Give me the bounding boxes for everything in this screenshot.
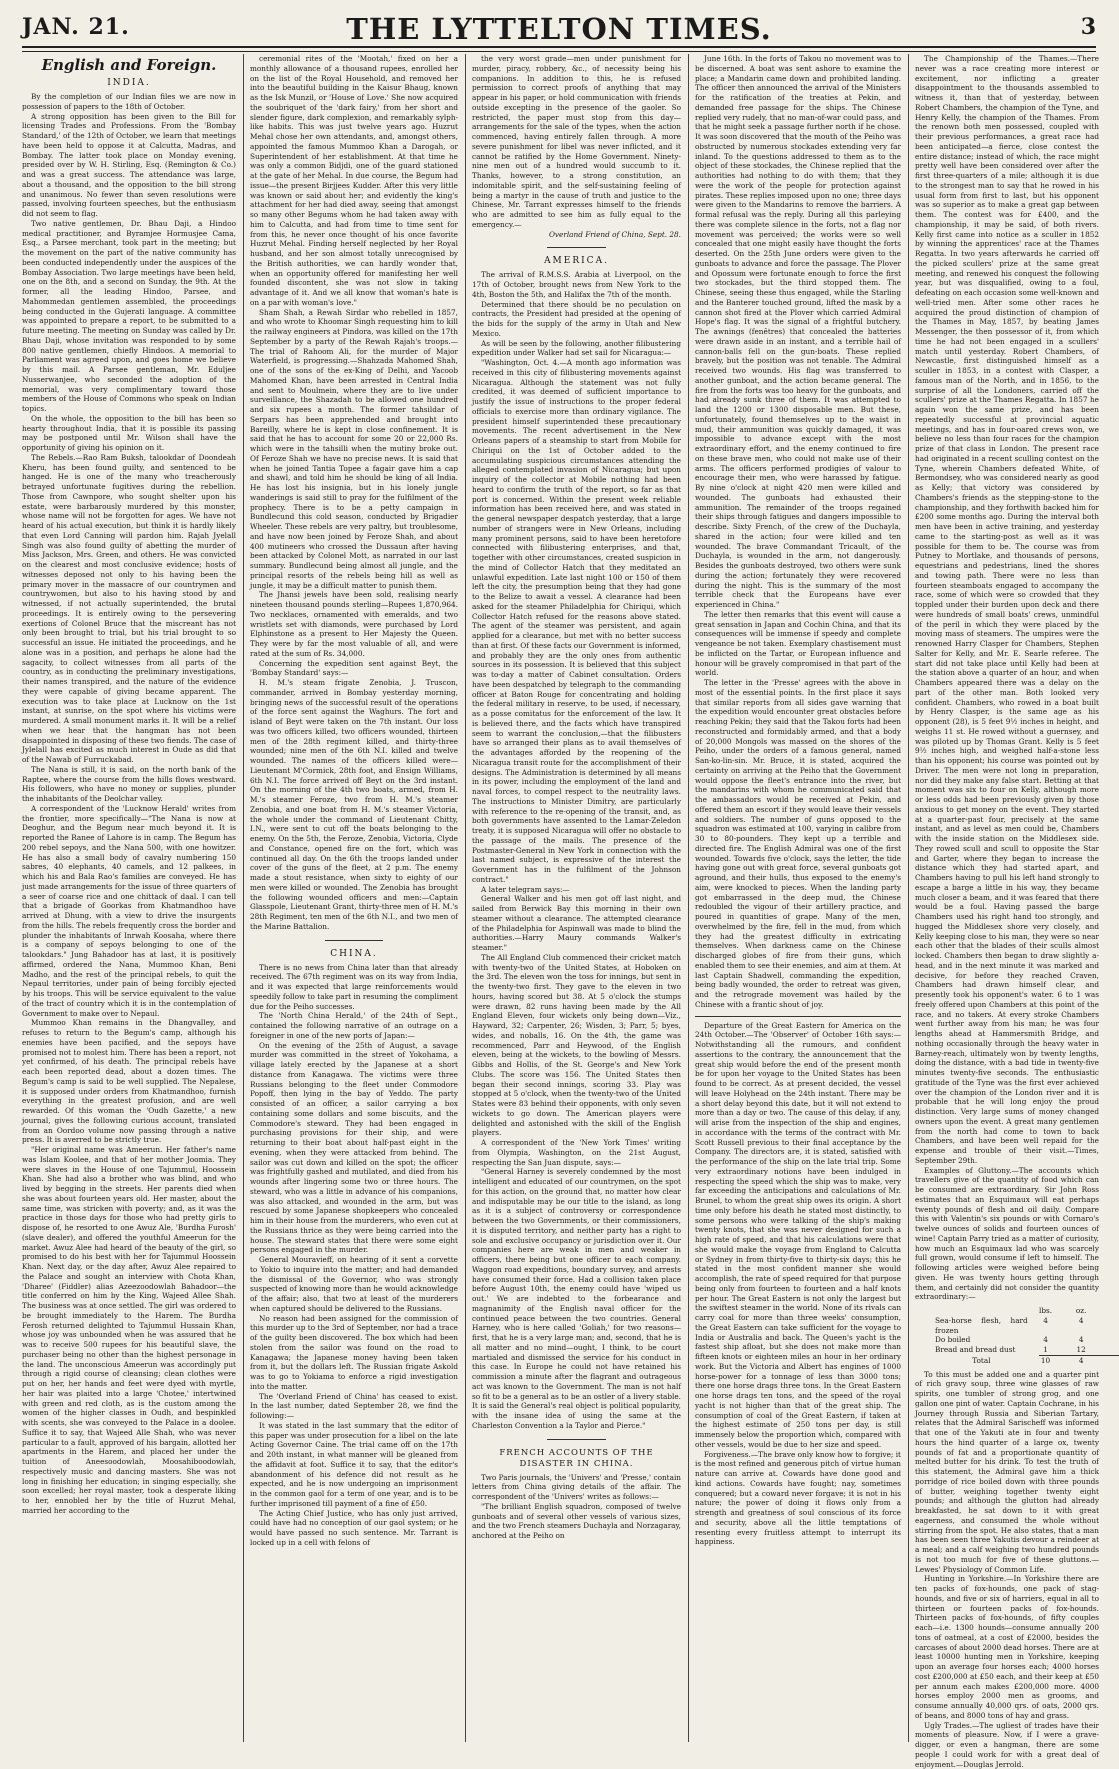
paragraph: A correspondent of the 'Lucknow Herald' writes from the frontier, more specifically—"The Nana is now at Deoghur, and the Begum near much beyond it. It is reported the Ranee of Lahore is in camp. The Begum has 200 rebel sepoys, and the Nana 500, with one howitzer. He has also a small body of cavalry numbering 150 sabres, 40 elephants, 40 camels, and 12 palkees, in which his and Bala Rao's families are conveyed. He has just made arrangements for the issue of three quarters of a seer of coarse rice and one chittack of daal. I can tell that a brigade of Goorkas from Khatmandhoo have arrived at Dhung, with a view to drive the insurgents from the hills. The rebels frequently cross the border and plunder the inhabitants of Inrwah Koosaha, where there is a company of sepoys belonging to one of the talookdars." Jung Bahadoor has at last, it is positively affirmed, ordered the Nana, Mummoo Khan, Beni Madho, and the rest of the principal rebels, to quit the Nepaul territories, under pain of being forcibly ejected by his troops. This will be service equivalent to the value of the tract of country which it is in the contemplation of Government to make over to Nepaul. bbox=[22, 804, 236, 1019]
paragraph: The letter in the 'Presse' agrees with the above in most of the essential points. In the first place it says that similar reports from all sides gave warning that the expedition would encounter great obstacles before reaching Pekin; they said that the Takou forts had been reconstructed and formidably armed, and that a body of 20,000 Mongols was massed on the shores of the Peiho, under the orders of a famous general, named San-ko-lin-sin. Mr. Bruce, it is stated, acquired the certainty on arriving at the Peiho that the Government would oppose the fleet's entrance into the river, but the mandarins with whom he communicated said that the ambassadors would be received at Pekin, and offered them an escort if they would leave their vessels and soldiers. The number of guns opposed to the squadron was estimated at 100, varying in calibre from 30 to 80-pounders. They kept up a terrible and directed fire. The English Admiral was one of the first wounded. Towards five o'clock, says the letter, the tide having gone out with great force, several gunboats got aground, and their hulls, thus exposed to the enemy's aim, were knocked to pieces. When the landing party got embarrassed in the deep mud, the Chinese redoubled the vigour of their artillery practice, and poured in quantities of grape. Many of the men, overwhelmed by the fire, fell in the mud, from which they had the greatest difficulty in extricating themselves. When darkness came on the Chinese discharged globes of fire from their guns, which enabled them to see their enemies, and aim at them. At last Captain Shadwell, commanding the expedition, being badly wounded, the order to retreat was given, and the retrograde movement was hailed by the Chinese with a frantic shout of joy. bbox=[695, 678, 901, 1010]
header-rule bbox=[22, 46, 1096, 52]
paragraph: The 'North China Herald,' of the 24th of Sept., contained the following narrative of an outrage on a foreigner in one of the new ports of Japan:— bbox=[250, 1011, 458, 1040]
paragraph: The 'Overland Friend of China' has ceased to exist. In the last number, dated September 28, we find the following:— bbox=[250, 1392, 458, 1421]
table-row: Do boiled 4 4 bbox=[935, 1335, 1099, 1345]
paragraph: H. M.'s steam frigate Zenobia, J. Truscon, commander, arrived in Bombay yesterday morning, bringing news of the successful result of the operations of the force sent against the Waghurs. The fort and island of Beyt were taken on the 7th instant. Our loss was two officers killed, two officers wounded, thirteen men of the 28th regiment killed, and thirty-three wounded; nine men of the 6th N.I. killed and twelve wounded. The names of the officers killed were—Lieutenant M'Cormick, 28th foot, and Ensign Williams, 6th N.I. The force arrived off Beyt on the 3rd instant. On the morning of the 4th two boats, armed, from H. M.'s steamer Feroze, two from H. M.'s steamer Zenobia, and one boat from H. M.'s steamer Victoria, the whole under the command of Lieutenant Chitty, I.N., were sent to cut off the boats belonging to the enemy. On the 5th, the Feroze, Zenobia, Victoria, Clyde and Constance, opened fire on the fort, which was continued all day. On the 6th the troops landed under cover of the guns of the fleet, at 2 p.m. The enemy made a stout resistance, when sixty to eighty of our men were killed or wounded. The Zenobia has brought the following wounded officers and men:—Captain Glasspole, Lieutenant Grant, thirty-three men of H. M.'s 28th Regiment, ten men of the 6th N.I., and two men of the Marine Battalion. bbox=[250, 678, 458, 932]
masthead bbox=[22, 10, 1096, 46]
paragraph: The Jhansi jewels have been sold, realising nearly nineteen thousand pounds sterling—Rupees 1,870,964. Two necklaces, ornamented with emeralds, and two wristlets set with diamonds, were purchased by Lord Elphinstone as a present to Her Majesty the Queen. They were by far the most valuable of all, and were rated at the sum of Rs. 34,000. bbox=[250, 590, 458, 658]
subheading-america: AMERICA. bbox=[472, 256, 681, 267]
subheading-india: INDIA. bbox=[22, 78, 236, 89]
paragraph: The letter then remarks that this event will cause a great sensation in Japan and Cochin China, and that its consequences will be immense if speedy and complete vengeance be not taken. Exemplary chastisement must be inflicted on the Tartar, or European influence and honour will be gravely compromised in that part of the world. bbox=[695, 610, 901, 678]
article-body bbox=[695, 54, 901, 1010]
subheading-french-accounts: FRENCH ACCOUNTS OF THE DISASTER IN CHINA. bbox=[472, 1448, 681, 1470]
paragraph: Two native gentlemen, Dr. Bhau Daji, a Hindoo medical practitioner, and Byramjee Hormusjee Cama, Esq., a Parsee merchant, took part in the meeting; but the movement on the part of the native community has been conducted independently under the auspices of the Bombay Association. Two large meetings have been held, one on the 8th, and a second on Sunday, the 9th. At the former, all the leading Hindoo, Parsee, and Mahommedan gentlemen assembled, the proceedings being conducted in the Gujerati language. A committee was appointed to prepare a report, to be submitted to a future meeting. The meeting on Sunday was called by Dr. Bhau Daji, whose invitation was responded to by some 800 native gentlemen, chiefly Hindoos. A memorial to Parliament was agreed upon, and goes home we believe by this mail. A Parsee gentleman, Mr. Eduljee Nusserwanjee, who seconded the adoption of the memorial, was very complimentary toward those members of the House of Commons who speak on Indian topics. bbox=[22, 219, 236, 414]
column-divider bbox=[688, 54, 689, 1742]
paragraph: The All England Club commenced their cricket match with twenty-two of the United States, at Hoboken on the 3rd. The eleven won the toss for innings, but sent in the twenty-two first. They gave to the eleven in two hours, having scored but 38. At 5 o'clock the stumps were drawn, 82 runs having been made by the All England Eleven, four wickets only being down—Viz., Hayward, 32; Carpenter, 26; Wisden, 3; Parr, 5; byes, wides, and noballs, 16. On the 4th, the game was recommenced, Parr and Heywood, of the English eleven, being at the wickets, to the bowling of Messrs. Gibbs and Hollis, of the St. George's and New York Clubs. The score was 156. The United States then began their second innings, scoring 33. Play was stopped at 5 o'clock, when the twenty-two of the United States were 83 behind their opponents, with only seven wickets to go down. The American players were delighted and astonished with the skill of the English players. bbox=[472, 953, 681, 1138]
paragraph: The arrival of R.M.S.S. Arabia at Liverpool, on the 17th of October, brought news from New York to the 4th, Boston the 5th, and Halifax the 7th of the month. bbox=[472, 270, 681, 299]
column-4 bbox=[695, 54, 901, 1744]
issue-date: JAN. 21. bbox=[22, 14, 130, 40]
paragraph: "General Harney is severely condemned by the most intelligent and educated of our countrymen, on the spot for this action, on the ground that, no matter how clear and indisputable may be our title to the island, as long as it is a subject of controversy or correspondence between the two Governments, or their commissioners, it is disputed territory, and neither party has a right to sole and exclusive occupancy or jurisdiction over it. Our companies here are weak in men and weaker in officers, there being but one officer to each company. Waggon road expeditions, boundary survey, and arrests have consumed their force. Had a collision taken place before August 10th, the enemy could have 'wiped us out.' We are indebted to the forbearance and magnanimity of the English naval officer for the continued peace between the two countries. General Harney, who is here called 'Goliah,' for two reasons—first, that he is a very large man; and, second, that he is all matter and no mind—ought, I think, to be court martialed and dismissed the service for his conduct in this case. In Europe he could not have retained his commission a minute after the flagrant and outrageous act was known to the Government. The man is not half so fit to be a general as to be an ostler of a livery stable. It is said the General's real object is political popularity, with the insane idea of using the same at the Charleston Convention a la Taylor and Pierce." bbox=[472, 1167, 681, 1430]
paragraph: Examples of Gluttony.—The accounts which travellers give of the quantity of food which can be consumed are extraordinary. Sir John Ross estimates that an Esquimaux will eat perhaps twenty pounds of flesh and oil daily. Compare this with Valentin's six pounds or with Cornaro's twelve ounces of solids and fourteen ounces of wine! Captain Parry tried as a matter of curiosity, how much an Esquimaux lad who was scarcely full grown, would consume if left to himself. The following articles were weighed before being given. He was twenty hours getting through them, and certainly did not consider the quantity extraordinary:— bbox=[915, 1166, 1099, 1303]
column-divider bbox=[243, 54, 244, 1742]
article-body bbox=[250, 963, 458, 1548]
column-3 bbox=[472, 54, 681, 1744]
paragraph: Departure of the Great Eastern for America on the 24th October.—The 'Observer' of October 16th says:—Notwithstanding all the rumours, and confident assertions to the contrary, the announcement that the great ship would before the end of the present month be for upon her voyage to the United States has been found to be correct. As at present decided, the vessel will leave Holyhead on the 24th instant. There may be a short delay beyond this date, but it will not extend to more than a day or two. The cause of this delay, if any, will arise from the inspection of the ship and engines, in accordance with the terms of the contract with Mr. Scott Russell previous to their final acceptance by the Company. The directors are, it is stated, satisfied with the performance of the ship on the late trial trip. Some very extraordinary notions have been indulged in respecting the speed which the ship was to make, very far exceeding the anticipations and calculations of Mr. Brunel, to whom the great ship owes its origin. A short time only before his death he stated most distinctly, to some persons who were talking of the ship's making twenty knots, that she was never designed for such a high rate of speed, and that his calculations were that she would make the voyage from England to Calcutta or Sydney in from thirty-five to thirty-six days; this he stated in the most confident manner she would accomplish, the rate of speed required for that purpose being only from fourteen to fourteen and a half knots per hour. The Great Eastern is not only the largest but the swiftest steamer in the world. None of its rivals can carry coal for more than three weeks' consumption, the Great Eastern can take sufficient for the voyage to India or Australia and back. The Queen's yacht is the fastest ship afloat, but she does not make more than fifteen knots or eighteen miles an hour in her ordinary work. But the Victoria and Albert has engines of 1000 horse-power for a tonnage of less than 3000 tons; there one horse drags three tons. In the Great Eastern one horse drags ten tons, and the speed of the royal yacht is not higher than that of the great ship. The consumption of coal of the Great Eastern, if taken at the highest estimate of 250 tons per day, is still immensely below the proportion which, compared with other vessels, would be due to her size and speed. bbox=[695, 1021, 901, 1450]
column-1 bbox=[22, 54, 236, 1744]
paragraph: Two Paris journals, the 'Univers' and 'Presse,' contain letters from China giving details of the affair. The correspondent of the 'Univers' writes as follows:— bbox=[472, 1473, 681, 1502]
separator-rule bbox=[547, 247, 606, 248]
table-row: Bread and bread dust 1 12 bbox=[935, 1345, 1099, 1355]
article-body bbox=[472, 270, 681, 1430]
paragraph: Concerning the expedition sent against Beyt, the 'Bombay Standard' says:— bbox=[250, 659, 458, 679]
article-body bbox=[472, 1473, 681, 1541]
paragraph: ceremonial rites of the 'Mootah,' fixed on her a monthly allowance of a thousand rupees, enrolled her on the list of the Royal Household, and removed her into the beautiful building in the Kaisur Bhaug, known as the Isk Munzil, or 'House of Love.' She now acquired the soubriquet of the 'dark fairy,' from her short and slender figure, dark complexion, and remarkably sylph-like habits. This was just twelve years ago. Huzrut Mehal chose her own attendants, and, amongst others, appointed the famous Mummoo Khan a Darogah, or Superintendent of her establishment. At that time he was only a common Bidjdi, one of the guard stationed at the gate of her Mehal. In due course, the Begum had issue—the present Birjjees Kudder. After this very little was known or said about her; and evidently the king's attachment for her had died away, seeing that amongst so many other Begums whom he had taken away with him to Calcutta, and had from time to time sent for from this, he never once thought of his once favorite Huzrut Mehal. Finding herself neglected by her Royal husband, and her son almost totally unrecognised by the British authorities, we can hardly wonder that, when an opportunity offered for manifesting her well founded discontent, she was not slow in taking advantage of it. And we all know that woman's hate is on a par with woman's love." bbox=[250, 54, 458, 308]
paragraph: General Mouravieff, on hearing of it sent a corvette to Yokio to inquire into the matter; and had demanded the dismissal of the Governor, who was strongly suspected of knowing more than he would acknowledge of the affair; also, that two at least of the murderers when captured should be delivered to the Russians. bbox=[250, 1255, 458, 1314]
paragraph: There is no news from China later than that already received. The 67th regiment was on its way from India, and it was expected that large reinforcements would speedily follow to take part in resuming the compliment due for the Peiho successes. bbox=[250, 963, 458, 1012]
paragraph: Ugly Trades.—The ugliest of trades have their moments of pleasure. Now, if I were a grave-digger, or even a hangman, there are some people I could work for with a great deal of enjoyment.—Douglas Jerrold. bbox=[915, 1721, 1099, 1769]
article-source: Overland Friend of China, Sept. 28. bbox=[472, 230, 681, 240]
paragraph: June 16th. In the forts of Takou no movement was to be discerned. A boat was sent ashore to examine the place; a Mandarin came down and prohibited landing. The officer then announced the arrival of the Ministers for the ratification of the treaties at Pekin, and demanded free passage for the ships. The Chinese replied very rudely, that no man-of-war could pass, and that he might seek a passage further north if he chose. It was soon discovered that the mouth of the Peiho was obstructed by numerous stockades extending very far inland. To the questions addressed to them as to the object of these stockades, the Chinese replied that the authorities had nothing to do with them; that they were the work of the people for protection against pirates. These replies imposed upon no one; three days were given to the Mandarins to remove the barriers. A formal refusal was the reply. During all this parleying there was complete silence in the forts, not a flag nor movement was perceived; the works were so well concealed that one might easily have thought the forts deserted. On the 25th June orders were given to the gunboats to advance and force the passage. The Plover and Opossum were fortunate enough to force the first two stockades, but the third stopped them. The Chinese, seeing these thus engaged, while the Starling and the Banterer touched ground, lifted the mask by a cannon shot fired at the Plover which carried Admiral Hope's flag. It was the signal of a frightful butchery. The awnings (fenêtres) that concealed the batteries were drawn aside in an instant, and a terrible hail of cannon-balls fell on the gun-boats. These replied bravely, but the position was not tenable. The Admiral received two wounds. His flag was transferred to another gunboat, and the action became general. The fire from the forts was too heavy for the gunboats, and had already sunk three of them. It was attempted to land the 1200 or 1300 disposable men. But these, unfortunately, found themselves up to the waist in mud, their ammunition was quickly damaged, it was impossible to advance except with the most extraordinary effort, and the enemy continued to fire on these brave men, who could not make use of their arms. The officers performed prodigies of valour to encourage their men, who were harassed by fatigue. By nine o'clock at night 420 men were killed and wounded. The gunboats had exhausted their ammunition. The remainder of the troops regained their ships through fatigues and dangers impossible to describe. Sixty French, of the crew of the Duchayla, shared in the action; four were killed and ten wounded. The brave Commandant Tricault, of the Duchayla, is wounded in the arm, not dangerously. Besides the gunboats destroyed, two others were sunk during the action; fortunately they were recovered during the night. This is the summary of the most terrible check that the Europeans have ever experienced in China." bbox=[695, 54, 901, 610]
article-body bbox=[915, 1370, 1099, 1769]
paragraph: It was stated in the last summary that the editor of this paper was under prosecution for a libel on the late Acting Governor Caine. The trial came off on the 17th and 20th instant, in what manner will be gleaned from the affidavit at foot. Suffice it to say, that the editor's abandonment of his defence did not result as he expected, and he is now undergoing an imprisonment in the common gaol for a term of one year, and is to be further imprisoned till payment of a fine of £50. bbox=[250, 1421, 458, 1509]
article-body bbox=[695, 1021, 901, 1548]
column-divider bbox=[465, 54, 466, 1742]
paragraph: The Rebels.—Rao Ram Buksh, talookdar of Doondeah Kheru, has been found guilty, and sentenced to be hanged. He is one of the many who treacherously betrayed unfortunate fugitives during the rebellion. Those from Cawnpore, who sought shelter upon his estate, were barbarously murdered by this monster, whose name will not be forgotten for ages. We have not heard of his actual execution, but think it is hardly likely that even Lord Canning will pardon him. Rajah Jyelall Singh was also found guilty of abetting the murder of Miss Jackson, Mrs. Green, and others. He was convicted on the clearest and most conclusive evidence; hosts of witnesses deposed not only to his having been the primary mover in the massacre of our countrymen and countrywomen, but also to his having stood by and witnessed, if not actually superintended, the brutal proceedings. It is entirely owing to the persevering exertions of Colonel Bruce that the miscreant has not only been brought to trial, but his trial brought to so successful an issue. He initiated the proceedings, and he alone was in a position, and perhaps he alone had the sagacity, to collect witnesses from all parts of the country, as in conducting the preliminary investigations, their names transpired, and the nature of the evidence they were capable of giving became apparent. The execution was to take place at Lucknow on the 1st instant, at sunrise, on the spot where his victims were murdered. A small monument marks it. It will be a relief when we hear that the hangman has not been disappointed in disposing of these two fiends. The case of Jylelall has excited as much interest in Oude as did that of the Nawab of Furruckabad. bbox=[22, 453, 236, 765]
article-body bbox=[250, 54, 458, 932]
article-body bbox=[472, 54, 681, 230]
paragraph: Hunting in Yorkshire.—In Yorkshire there are ten packs of fox-hounds, one pack of stag-hounds, and five or six of harriers, equal in all to thirteen or fourteen packs of fox-hounds. Thirteen packs of fox-hounds, of fifty couples each—i.e. 1300 hounds—consume annually 200 tons of oatmeal, at a cost of £2000, besides the carcases of about 2000 dead horses. There are at least 10000 hunting men in Yorkshire, keeping upon an average four horses each; 4000 horses cost £200,000 at £50 each, and their keep at £50 per annum each makes £200,000 more. 4000 horses employ 2000 men as grooms, and consume annually 40,000 qrs. of oats, 2000 qrs. of beans, and 8000 tons of hay and grass. bbox=[915, 1574, 1099, 1720]
table-total-row: Total 10 4 bbox=[935, 1356, 1099, 1366]
section-heading: English and Foreign. bbox=[22, 56, 236, 74]
paragraph: "Washington, Oct. 4.—A month ago information was received in this city of filibustering movements against Nicaragua. Although the statement was not fully credited, it was deemed of sufficient importance to justify the issue of instructions to the proper federal officials to exercise more than ordinary vigilance. The president himself superintended these precautionary movements. The recent advertisement in the New Orleans papers of a steamship to start from Mobile for Chiriqui on the 1st of October added to the accumulating suspicious circumstances attending the alleged contemplated invasion of Nicaragua; but upon inquiry of the collector at Mobile nothing had been heard to confirm the truth of the report, so far as that port is concerned. Within the present week reliable information has been received here, and was stated in the general newspaper despatch yesterday, that a large number of strangers were in New Orleans, including many prominent persons, said to have been heretofore connected with filibustering enterprises, and that, together with other circumstances, created suspicion in the mind of Collector Hatch that they meditated an unlawful expedition. Late last night 100 or 150 of them left the city, the presumption being that they had gone to the Belize to await a vessel. A clearance had been asked for the steamer Philadelphia for Chiriqui, which Collector Hatch refused for the reasons above stated. The agent of the steamer was persistent, and again applied for a clearance, but met with no better success than at first. Of these facts our Government is informed, and probably they are the only ones from authentic sources in its possession. It is believed that this subject was to-day a matter of Cabinet consultation. Orders have been despatched by telegraph to the commanding officer at Baton Rouge for concentrating and holding the federal military in reserve, to be used, if necessary, as a posse comitatus for the enforcement of the law. It is believed there, and the facts which have transpired seem to warrant the conclusion,—that the filibusters have so arranged their plans as to avail themselves of the advantages afforded by the reopening of the Nicaragua transit route for the accomplishment of their designs. The Administration is determined by all means in its power, including the employment of the land and naval forces, to compel respect to the neutrality laws. The instructions to Minister Dimitry, are particularly with reference to the re-opening of the transit, and, as both governments have assented to the Lamar-Zeledon treaty, it is supposed Nicaragua will offer no obstacle to the passage of the mails. The presence of the Postmaster-General in New York in connection with the last named subject, is expressive of the interest the Government has in the fulfilment of the Johnson contract." bbox=[472, 358, 681, 885]
paragraph: On the evening of the 25th of August, a savage murder was committed in the street of Yokohama, a village lately erected by the Japanese at a short distance from Kanagawa. The victims were three Russians belonging to the fleet under Commodore Popoff, then lying in the bay of Yeddo. The party consisted of an officer, a sailor carrying a box containing some dollars and some biscuits, and the Commodore's steward. They had been engaged in purchasing provisions for their ship, and were returning to their boat about half-past eight in the evening, when they were attacked from behind. The sailor was cut down and killed on the spot; the officer was frightfully gashed and mutilated, and died from his wounds after lingering some two or three hours. The steward, who was a little in advance of his companions, was also attacked, and wounded in the arm, but was rescued by some Japanese shopkeepers who concealed him in their house from the murderers, who even cut at the Russians thrice as they were being carried into the house. The steward states that there were some eight persons engaged in the murder. bbox=[250, 1041, 458, 1256]
separator-rule bbox=[547, 1439, 606, 1440]
paragraph: Sham Shah, a Rewah Sirdar who rebelled in 1857, and who wrote to Khoomar Singh requesting him to kill the railway engineers at Pindora, was killed on the 17th September by a party of the Rewah Rajah's troops.—The trial of Rahoom Ali, for the murder of Major Waterfield, is progressing.—Shahzada Mahomed Shah, one of the sons of the ex-King of Delhi, and Yacoob Mahomed Khan, have been arrested in Central India and sent to Moulmein, where they are to live under surveillance, the Shazadah to be allowed one hundred and six rupees a month. The former tahsildar of Serpars has been apprehended and brought into Bareilly, where he is kept in close confinement. It is said that he has to account for some 20 or 22,000 Rs. which were in the tahsilli when the mutiny broke out. Of Feroze Shah we have no precise news. It is said that when he joined Tantia Topee a fagair gave him a cap and shawl, and told him he should be king of all India. He has lost his insignia, but in his lonely jungle wanderings is said still to pray for the fulfilment of the prophecy. There is to be a petty campaign in Bundlecund this cold season, conducted by Brigadier Wheeler. These rebels are very paltry, but troublesome, and have now been joined by Feroze Shah, and about 400 mutineers who crossed the Dussaun after having been attacked by Colonel Mott, as narrated in our last summary. Bundlecund being almost all jungle, and the principal resorts of the rebels being hill as well as jungle, it may be a difficult matter to punish them. bbox=[250, 308, 458, 591]
column-divider bbox=[908, 54, 909, 1742]
paragraph: Mummoo Khan remains in the Dhangvalley, and refuses to return to the Begum's camp, although his enemies have been pacified, and the sepoys have promised not to molest him. There has been a report, not yet confirmed, of his death. The principal rebels have each been reported dead, about a dozen times. The Begum's camp is said to be well supplied. The Nepalese, it is supposed under orders from Khatmandhoo, furnish everything in the greatest profusion, and are well rewarded. Of this woman the 'Oudh Gazette,' a new journal, gives the following curious account, translated from an Oordoo volume now passing through a native press. It is averred to be strictly true. bbox=[22, 1018, 236, 1145]
page-number: 3 bbox=[1081, 14, 1096, 40]
paragraph: The Championship of the Thames.—There never was a race creating more interest or excitement, nor inflicting a greater disappointment to the thousands assembled to witness it, than that of yesterday, between Robert Chambers, the champion of the Tyne, and Henry Kelly, the champion of the Thames. From the renown both men possessed, coupled with their previous performances, a great race had been anticipated—a fierce, close contest the entire distance; instead of which, the race might pretty well have been considered over after the first three-quarters of a mile; although it is due to the strongest man to say that he rowed in his usual form from first to last, but his opponent was so superior as to make a great gap between them. The contest was for £400, and the championship, it may be said, of both rivers. Kelly first came into notice as a sculler in 1852 by winning the apprentices' race at the Thames Regatta. In two years afterwards he carried off the picked scullers' prize at the same great meeting, and renewed his conquest the following year, but was disqualified, owing to a foul, defeating on each occasion some well-known and well-tried men. After some other races he acquired the proud distinction of champion of the Thames in May, 1857, by beating James Messenger, the then possessor of it, from which time he had not been engaged in a scullers' match until yesterday. Robert Chambers, of Newcastle, first distinguished himself as a sculler in 1853, in a contest with Clasper, a famous man of the North, and in 1856, to the surprise of all the Londoners, carried off the scullers' prize at the Thames Regatta. In 1857 he again won the same prize, and has been repeatedly successful at provincial aquatic meetings, and has in four-oared crews won, we believe no less than four races for the champion prize of that class in London. The present race had originated in a recent sculling contest on the Tyne, wherein Chambers defeated White, of Bermondsey, who was considered nearly as good as Kelly; that victory was considered by Chambers's friends as the stepping-stone to the championship, and they forthwith backed him for £200 some months ago. During the interval both men have been in active training, and yesterday came to the starting-post as well as it was possible for them to be. The course was from Putney to Mortlake, and thousands of persons, equestrians and pedestrians, lined the shores and towing path. There were no less than fourteen steamboats engaged to accompany the race, some of which were so crowded that they toppled under their burden upon deck and there were hundreds of small boats' crews, unmindful of the peril in which they were placed by the moving mass of steamers. The umpires were the renowned Harry Clasper for Chambers, Stephen Salter for Kelly, and Mr. E. Searle referee. The start did not take place until Kelly had been at the station above a quarter of an hour, and when Chambers appeared there was a delay on the part of the other man. Both looked very confident. Chambers, who rowed in a boat built by Henry Clasper, is the same age as his opponent (28), is 5 feet 9½ inches in height, and weighs 11 st. He rowed without a guernsey, and was piloted up by Thomas Grant. Kelly is 5 feet 9½ inches high, and weighed half-a-stone less than his opponent; his course was pointed out by Driver. The men were not long in preparation, nor did they make any false start. Betting at that moment was six to four on Kelly, although more or less odds had been previously given by those anxious to get money on the event. They started at a quarter-past four, precisely at the same instant, and as level as men could be, Chambers with the inside station on the Middlesex side. They rowed scull and scull to opposite the Star and Garter, where they began to increase the distance which they had started apart, and Chambers having to pull his left hand strongly to escape a barge a little in his way, they became much closer a beam, and it was feared that there would be a foul. Having passed the barge Chambers used his right hand too strongly, and hugged the Middlesex shore very closely, and Kelly keeping close to his man, they were so near each other that the blades of their sculls almost locked. Chambers then began to draw slightly a-head, and in the next minute it was marked and decisive, for before they reached Craven, Chambers had drawn himself clear, and presently took his opponent's water. 6 to 1 was freely offered upon Chambers at this point of the race, and no takers. At every stroke Chambers went further away from his man; he was four lengths ahead at Hammersmith Bridge, and nothing occasionally through the heavy water in Barney-reach, ultimately won by twenty lengths, doing the distance, with a bad tide in twenty-five minutes twenty-five seconds. The enthusiastic gratitude of the Tyne was the first ever achieved over the champion of the London river and it is probable that he will long enjoy the proud distinction. Very large sums of money changed owners upon the event. A great many gentlemen from the north had come to town to back Chambers, and have been well repaid for the expense and trouble of their visit.—Times, September 29th. bbox=[915, 54, 1099, 1166]
paragraph: No reason had been assigned for the commission of this murder up to the 3rd of September, nor had a trace of the guilty been discovered. The box which had been stolen from the sailor was found on the road to Kanagawa; the Japanese money having been taken from it, but the dollars left. The Russian frigate Askold was to go to Yokiama to enforce a rigid investigation into the matter. bbox=[250, 1314, 458, 1392]
paragraph: To this must be added one and a quarter pint of rich gravy soup, three wine glasses of raw spirits, one tumbler of strong grog, and one gallon one pint of water. Captain Cochrane, in his Journey through Russia and Siberian Tartary, relates that the Admiral Sarischeff was informed that one of the Yakuti ate in four and twenty hours the hind quarter of a large ox, twenty pounds of fat and a proportionate quantity of melted butter for his drink. To test the truth of this statement, the Admiral gave him a thick porridge of rice boiled down with three pounds of butter, weighing together twenty eight pounds; and although the glutton had already breakfasted, he sat down to it with great eagerness, and consumed the whole without stirring from the spot. He also states, that a man has been seen three Yakutis devour a reindeer at a meal; and a calf weighing two hundred pounds is not too much for five of these gluttons.—Lewes' Physiology of Common Life. bbox=[915, 1370, 1099, 1575]
paragraph: "Her original name was Ameerun. Her father's name was Islam Koolee, and that of her mother Joomia. They were slaves in the House of one Tajummul, Hoossein Khan. She had also a brother who was blind, and who lived by begging in the streets. Her parents died when she was about fourteen years old. Her master, about the same time, was stricken with poverty; and, as it was the practice in those days for those who had pretty girls to dispose of, he resorted to one Awuz Ale, 'Burdha Furosh' (slave dealer), and offered the youthful Ameerun for the market. Awuz Alee had heard of the beauty of the girl, so promised to do his best with her for Tajummul Hoossein Khan. Next day, or the day after, Awuz Alee repaired to the Palace and sought an interview with Chota Khan, 'Dharee' (Fiddler) alias Azeezoodowlah Bahadoor—the title conferred on him by the King, Wajeed Allee Shah. The business was at once settled. The girl was ordered to be brought immediately to the Harem. The Burdha Ferosh returned delighted to Tajummul Hussain Khan, whose joy was unbounded when he was assured that he was to receive 500 rupees for his beautiful slave, the purchaser being no other than the highest personage in the land. The unconscious Ameerun was accordingly put through a rigid course of cleansing; clean clothes were put on her, her hands and feet were dyed with myrtle, her hair was plaited into a large 'Chotee,' intertwined with green and red cloth, as is the custom among the women of the higher classes in Oudh, and bespinkled with scents, she was conveyed to the Palace in a doolee. Suffice it to say, that Wajeed Alle Shah, who was never particular to a fault, approved of his bargain, allotted her apartments in the Harem, and placed her under the tuition of Aneesoodowlah, Moosahiboodowlah, respectively music and dancing masters. She was not long in finishing her education; in singing especially, she soon excelled; her royal master, took a desperate liking to her, ennobled her by the title of Huzrut Mehal, married her according to the bbox=[22, 1145, 236, 1516]
paragraph: By the completion of our Indian files we are now in possession of papers to the 18th of October. bbox=[22, 92, 236, 112]
paragraph: As will be seen by the following, another filibustering expedition under Walker had set sail for Nicaragua:— bbox=[472, 339, 681, 359]
table-header: lbs. oz. bbox=[935, 1306, 1099, 1316]
paragraph: General Walker and his men got off last night, and sailed from Berwick Bay this morning in their own steamer without a clearance. The attempted clearance of the Philadelphia for Aspinwall was made to blind the authorities.—Harry Maury commands Walker's steamer." bbox=[472, 894, 681, 953]
article-body bbox=[22, 92, 236, 1516]
paragraph: The Acting Chief Justice, who has only just arrived, could have had no conception of our gaol system; or he would have passed no such sentence. Mr. Tarrant is locked up in a cell with felons of bbox=[250, 1509, 458, 1548]
table-row: Sea-horse flesh, hard frozen 4 4 bbox=[935, 1316, 1099, 1336]
separator-rule bbox=[695, 1016, 901, 1017]
paragraph: A later telegram says:— bbox=[472, 885, 681, 895]
paragraph: A strong opposition has been given to the Bill for licensing Trades and Professions. From the 'Bombay Standard,' of the 12th of October, we learn that meetings have been held to oppose it at Calcutta, Madras, and Bombay. The latter took place on Monday evening, presided over by W. H. Stirling, Esq. (Remington & Co.) and was a great success. The attendance was large, about a thousand, and the opposition to the bill strong and unanimous. No fewer than seven resolutions were passed, involving fourteen speeches, but the enthusiasm did not seem to flag. bbox=[22, 112, 236, 219]
article-body bbox=[915, 54, 1099, 1302]
paragraph: On the whole, the opposition to the bill has been so hearty throughout India, that it is possible its passing may be postponed until Mr. Wilson shall have the opportunity of giving his opinion on it. bbox=[22, 414, 236, 453]
subheading-china: CHINA. bbox=[250, 949, 458, 960]
column-5 bbox=[915, 54, 1099, 1744]
newspaper-title: THE LYTTELTON TIMES. bbox=[22, 12, 1096, 46]
paragraph: A correspondent of the 'New York Times' writing from Olympia, Washington, on the 21st August, respecting the San Juan dispute, says:— bbox=[472, 1138, 681, 1167]
paragraph: Forgiveness.—The brave only know how to forgive; it is the most refined and generous pitch of virtue human nature can arrive at. Cowards have done good and kind actions. Cowards have fought; nay, sometimes conquered; but a coward never forgave; it is not in his nature; the power of doing it flows only from a strength and greatness of soul conscious of its force and security, above all the little temptations of resenting every fruitless attempt to interrupt its happiness. bbox=[695, 1450, 901, 1548]
paragraph: The Nana is still, it is said, on the north bank of the Raptee, where the course from the hills flows westward. His followers, who have no money or supplies, plunder the inhabitants of the Deolchar valley. bbox=[22, 765, 236, 804]
separator-rule bbox=[325, 940, 383, 941]
column-2 bbox=[250, 54, 458, 1744]
paragraph: "The brilliant English squadron, composed of twelve gunboats and of several other vessels of various sizes, and the two French steamers Duchayla and Norzagaray, anchored at the Peiho on bbox=[472, 1502, 681, 1541]
paragraph: Determined that there should be no peculation on contracts, the President had presided at the opening of the bids for the supply of the army in Utah and New Mexico. bbox=[472, 300, 681, 339]
paragraph: the very worst grade—men under punishment for murder, piracy, robbery, &c., of necessity being his companions. In addition to this, he is refused permission to correct proofs of anything that may appear in his paper, or hold communication with friends outside excepting in the presence of the gaoler. So restricted, the paper must stop from this day—arrangements for the sale of the types, when the action commenced, having entirely fallen through. A more severe punishment for libel was never inflicted, and it cannot be ratified by the Home Government. Ninety-nine men out of a hundred would succumb to it. Thanks, however, to a strong constitution, an indomitable spirit, and the self-sustaining feeling of being a martyr in the cause of truth and justice to the Chinese, Mr. Tarrant expresses himself to the friends who are admitted to see him as fully equal to the emergency.— bbox=[472, 54, 681, 230]
food-table bbox=[935, 1306, 1099, 1366]
